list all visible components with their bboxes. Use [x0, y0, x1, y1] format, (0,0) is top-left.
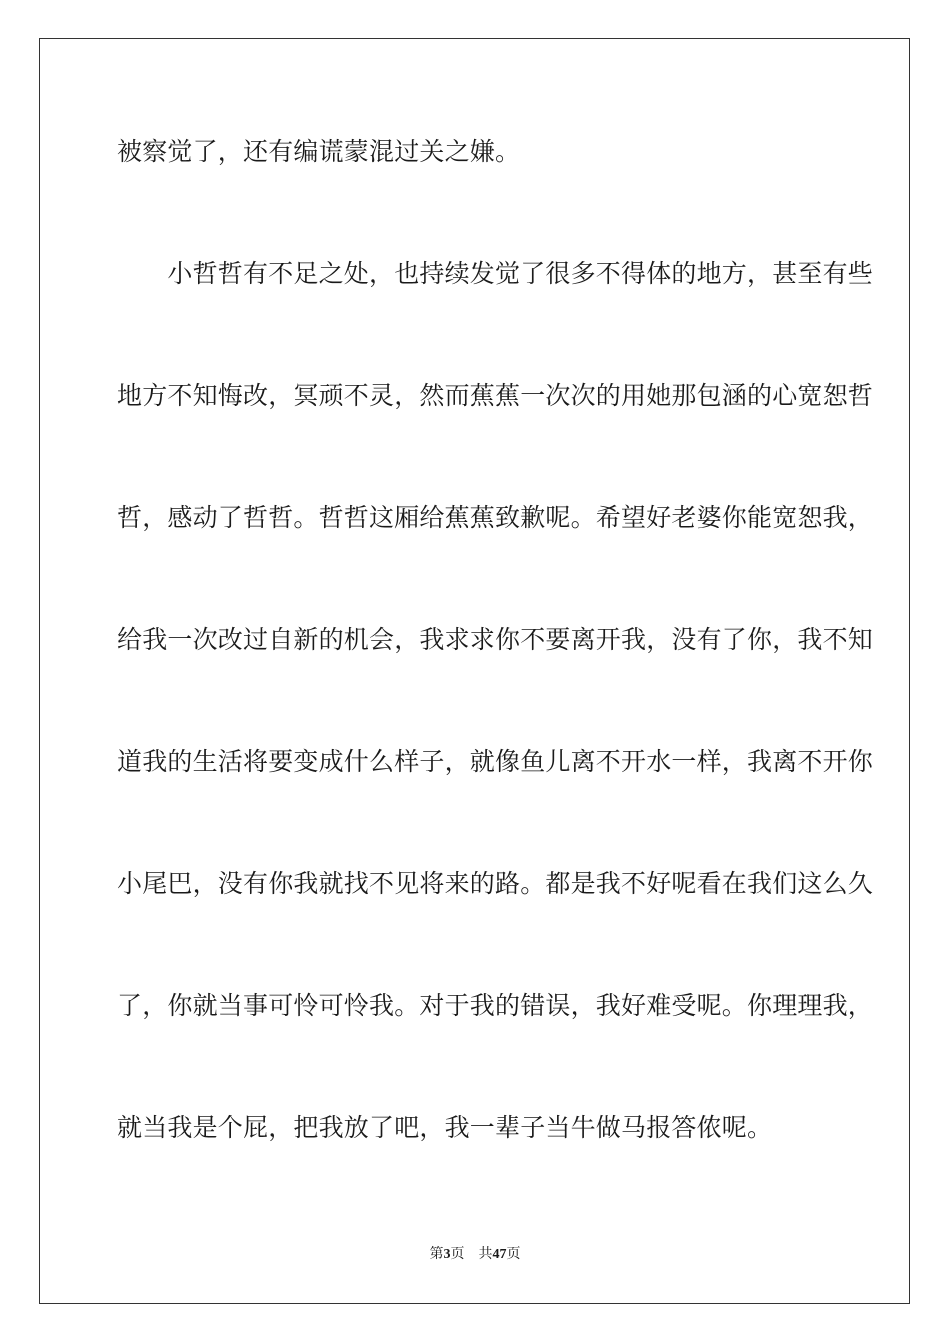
body-text-line-6: 道我的生活将要变成什么样子，就像鱼儿离不开水一样，我离不开你	[117, 747, 874, 776]
page-footer	[0, 1246, 950, 1264]
page-suffix: 页	[450, 1247, 465, 1262]
body-text-line-1: 被察觉了，还有编谎蒙混过关之嫌。	[117, 137, 521, 166]
body-text-line-2: 小哲哲有不足之处，也持续发觉了很多不得体的地方，甚至有些	[117, 259, 874, 288]
total-prefix: 共	[478, 1247, 493, 1262]
page-number: 3	[443, 1247, 451, 1262]
total-suffix: 页	[506, 1247, 521, 1262]
body-text-line-9: 就当我是个屁，把我放了吧，我一辈子当牛做马报答侬呢。	[117, 1113, 773, 1142]
body-text-line-5: 给我一次改过自新的机会，我求求你不要离开我，没有了你，我不知	[117, 625, 874, 654]
body-text-line-8: 了，你就当事可怜可怜我。对于我的错误，我好难受呢。你理理我，	[117, 991, 874, 1020]
page-prefix: 第	[429, 1247, 444, 1262]
body-text-line-4: 哲，感动了哲哲。哲哲这厢给蕉蕉致歉呢。希望好老婆你能宽恕我，	[117, 503, 874, 532]
body-text-line-7: 小尾巴，没有你我就找不见将来的路。都是我不好呢看在我们这么久	[117, 869, 874, 898]
total-pages: 47	[492, 1247, 507, 1262]
body-text-line-3: 地方不知悔改，冥顽不灵，然而蕉蕉一次次的用她那包涵的心宽恕哲	[117, 381, 874, 410]
